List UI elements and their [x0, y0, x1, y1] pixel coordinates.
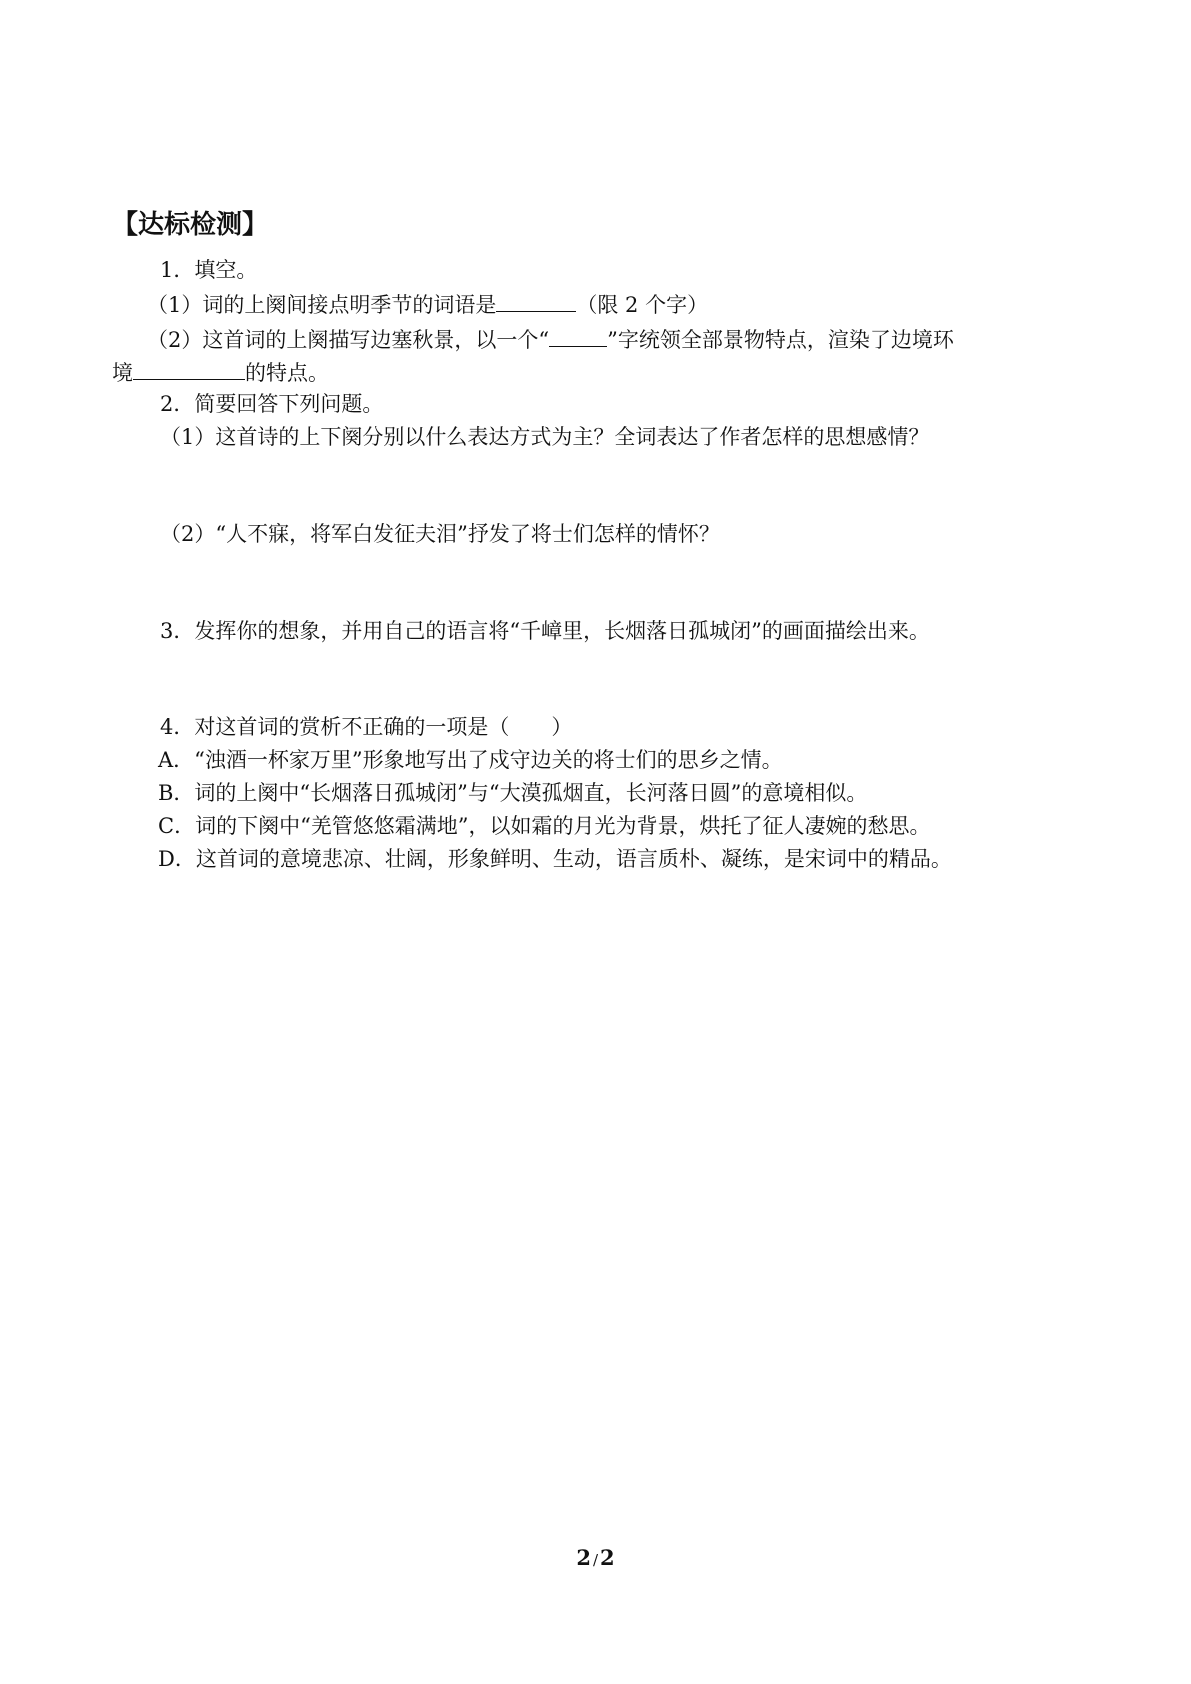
question-1-sub-2-cont: [112, 357, 329, 387]
answer-blank[interactable]: [549, 324, 607, 347]
question-4-stem: 4．对这首词的赏析不正确的一项是（ ）: [160, 715, 573, 739]
page-number: [0, 1545, 1191, 1570]
q1-sub1-text: （1）词的上阕间接点明季节的词语是: [147, 293, 497, 317]
question-3: 3．发挥你的想象，并用自己的语言将“千嶂里，长烟落日孤城闭”的画面描绘出来。: [160, 619, 930, 643]
page-separator: /: [592, 1551, 599, 1569]
question-4-option-d: D．这首词的意境悲凉、壮阔，形象鲜明、生动，语言质朴、凝练，是宋词中的精品。: [158, 847, 952, 871]
answer-blank[interactable]: [496, 289, 576, 312]
q1-sub2-cont-text: 境: [112, 361, 133, 385]
section-heading: 【达标检测】: [112, 210, 269, 240]
question-4-option-a: A．“浊酒一杯家万里”形象地写出了戍守边关的将士们的思乡之情。: [158, 748, 783, 772]
answer-blank[interactable]: [133, 357, 245, 380]
q1-sub2-cont-text-2: 的特点。: [245, 361, 329, 385]
question-2-sub-1: （1）这首诗的上下阕分别以什么表达方式为主？全词表达了作者怎样的思想感情？: [160, 425, 930, 449]
question-1-sub-1: [147, 289, 708, 319]
question-2-sub-2: （2）“人不寐，将军白发征夫泪”抒发了将士们怎样的情怀？: [160, 522, 720, 546]
question-4-option-c: C．词的下阕中“羌管悠悠霜满地”，以如霜的月光为背景，烘托了征人凄婉的愁思。: [158, 814, 931, 838]
page-total: 2: [600, 1545, 615, 1570]
question-4-option-b: B．词的上阕中“长烟落日孤城闭”与“大漠孤烟直，长河落日圆”的意境相似。: [158, 781, 868, 805]
q1-sub1-note: （限 2 个字）: [576, 293, 709, 317]
q1-sub2-text-2: ”字统领全部景物特点，渲染了边境环: [607, 328, 954, 352]
page-current: 2: [576, 1545, 591, 1570]
question-2-title: 2．简要回答下列问题。: [160, 392, 384, 416]
q1-sub2-text: （2）这首词的上阕描写边塞秋景，以一个“: [147, 328, 550, 352]
question-1-sub-2: [147, 324, 954, 354]
question-1-title: 1．填空。: [160, 258, 258, 282]
